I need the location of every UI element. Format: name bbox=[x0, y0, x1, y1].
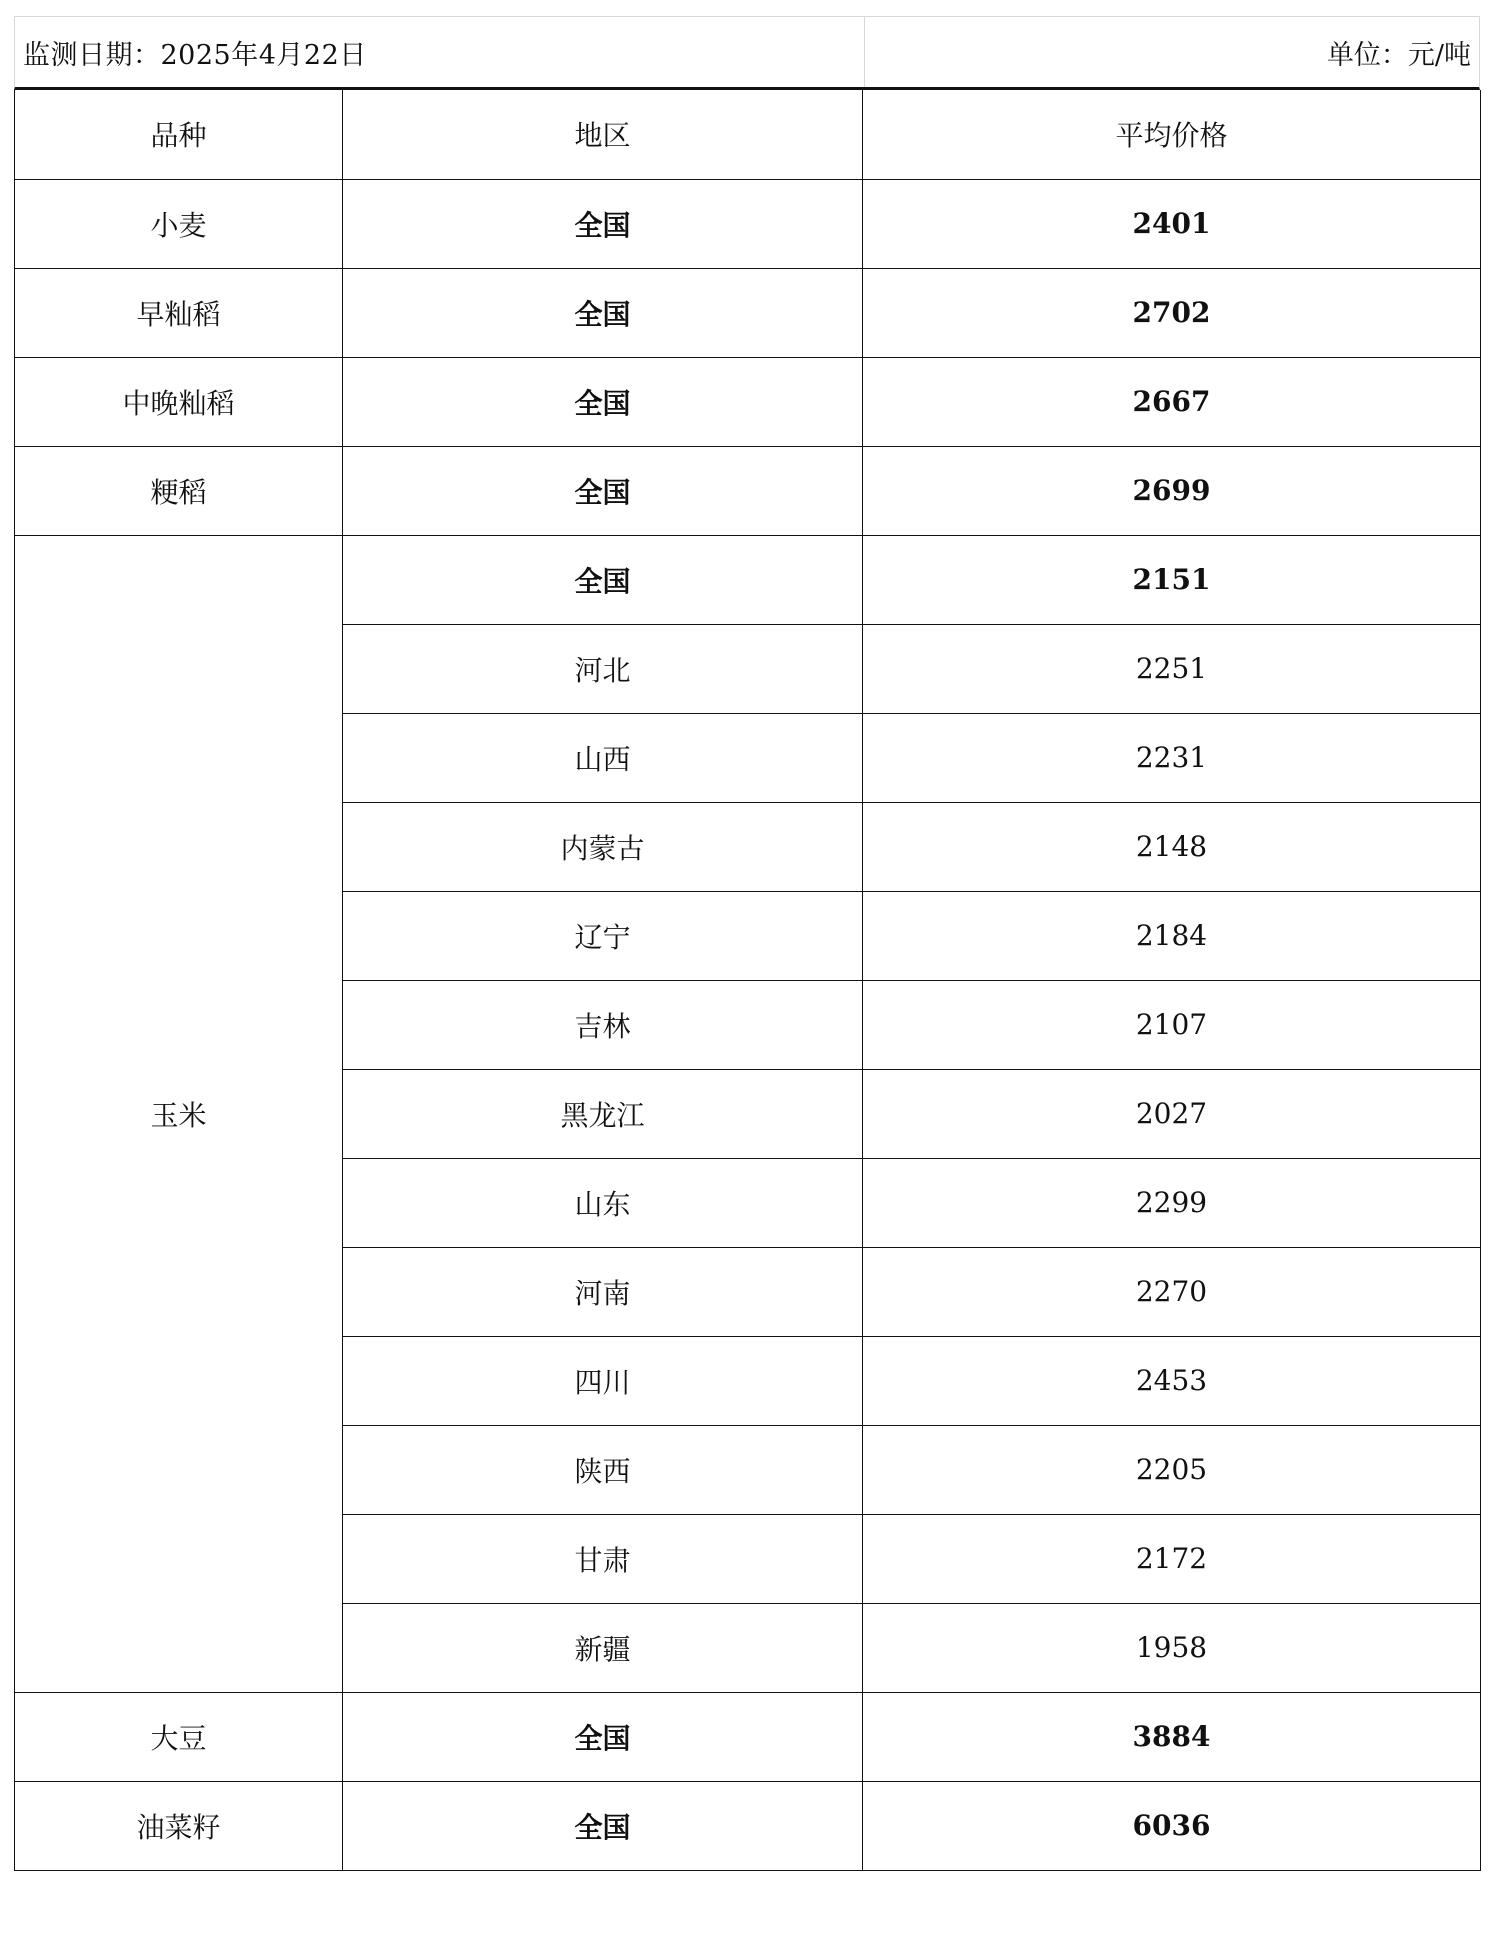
price-cell: 2270 bbox=[863, 1247, 1481, 1336]
price-cell: 2172 bbox=[863, 1514, 1481, 1603]
region-cell: 全国 bbox=[343, 535, 863, 624]
region-cell: 新疆 bbox=[343, 1603, 863, 1692]
region-cell: 黑龙江 bbox=[343, 1069, 863, 1158]
region-cell: 全国 bbox=[343, 357, 863, 446]
table-row bbox=[15, 446, 1481, 535]
variety-cell: 油菜籽 bbox=[15, 1781, 343, 1870]
price-cell: 3884 bbox=[863, 1692, 1481, 1781]
price-cell: 2702 bbox=[863, 268, 1481, 357]
header-price: 平均价格 bbox=[863, 90, 1481, 179]
region-cell: 全国 bbox=[343, 1781, 863, 1870]
price-cell: 2148 bbox=[863, 802, 1481, 891]
table-row bbox=[15, 268, 1481, 357]
variety-cell: 中晚籼稻 bbox=[15, 357, 343, 446]
variety-cell: 小麦 bbox=[15, 179, 343, 268]
variety-cell: 粳稻 bbox=[15, 446, 343, 535]
header-region: 地区 bbox=[343, 90, 863, 179]
region-cell: 辽宁 bbox=[343, 891, 863, 980]
price-sheet bbox=[14, 16, 1480, 1871]
table-row bbox=[15, 535, 1481, 624]
region-cell: 全国 bbox=[343, 1692, 863, 1781]
variety-cell: 早籼稻 bbox=[15, 268, 343, 357]
header-variety: 品种 bbox=[15, 90, 343, 179]
price-cell: 2401 bbox=[863, 179, 1481, 268]
price-cell: 2231 bbox=[863, 713, 1481, 802]
table-row bbox=[15, 179, 1481, 268]
unit-label: 单位：元/吨 bbox=[1326, 39, 1471, 71]
monitoring-date: 监测日期：2025年4月22日 bbox=[15, 17, 865, 87]
table-header-row bbox=[15, 90, 1481, 179]
region-cell: 全国 bbox=[343, 179, 863, 268]
variety-cell-merged: 玉米 bbox=[15, 535, 343, 1692]
price-table bbox=[14, 90, 1481, 1871]
table-row bbox=[15, 357, 1481, 446]
region-cell: 山西 bbox=[343, 713, 863, 802]
price-cell: 2205 bbox=[863, 1425, 1481, 1514]
region-cell: 全国 bbox=[343, 446, 863, 535]
table-row bbox=[15, 1781, 1481, 1870]
region-cell: 山东 bbox=[343, 1158, 863, 1247]
meta-row bbox=[14, 16, 1480, 90]
price-cell: 2027 bbox=[863, 1069, 1481, 1158]
price-cell: 6036 bbox=[863, 1781, 1481, 1870]
price-cell: 2699 bbox=[863, 446, 1481, 535]
table-row bbox=[15, 1692, 1481, 1781]
price-cell: 2667 bbox=[863, 357, 1481, 446]
region-cell: 内蒙古 bbox=[343, 802, 863, 891]
price-cell: 2299 bbox=[863, 1158, 1481, 1247]
price-cell: 2184 bbox=[863, 891, 1481, 980]
region-cell: 全国 bbox=[343, 268, 863, 357]
price-cell: 2453 bbox=[863, 1336, 1481, 1425]
region-cell: 河南 bbox=[343, 1247, 863, 1336]
price-cell: 1958 bbox=[863, 1603, 1481, 1692]
region-cell: 陕西 bbox=[343, 1425, 863, 1514]
variety-cell: 大豆 bbox=[15, 1692, 343, 1781]
price-cell: 2251 bbox=[863, 624, 1481, 713]
region-cell: 四川 bbox=[343, 1336, 863, 1425]
region-cell: 吉林 bbox=[343, 980, 863, 1069]
price-cell: 2107 bbox=[863, 980, 1481, 1069]
region-cell: 甘肃 bbox=[343, 1514, 863, 1603]
price-cell: 2151 bbox=[863, 535, 1481, 624]
region-cell: 河北 bbox=[343, 624, 863, 713]
